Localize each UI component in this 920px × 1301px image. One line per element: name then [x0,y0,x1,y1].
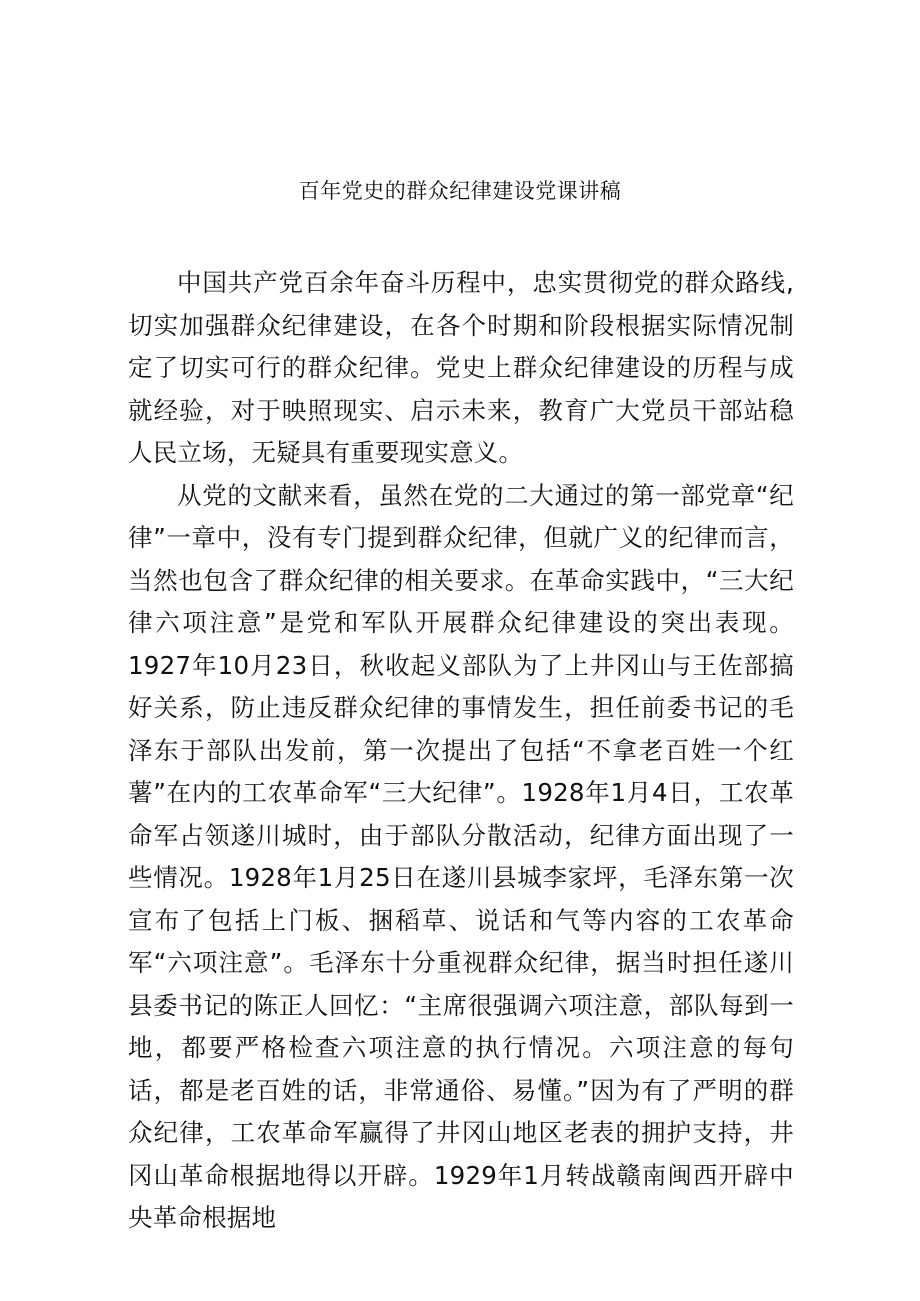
document-title: 百年党史的群众纪律建设党课讲稿 [298,179,622,203]
document-body [128,262,794,1240]
paragraph-history: 从党的文献来看，虽然在党的二大通过的第一部党章“纪律”一章中，没有专门提到群众纪律，但就广义的纪律而言，当然也包含了群众纪律的相关要求。在革命实践中，“三大纪律六项注意”是党和军队开展群众纪律建设的突出表现。1927年10月23日，秋收起义部队为了上井冈山与王佐部搞好关系，防止违反群众纪律的事情发生，担任前委书记的毛泽东于部队出发前，第一次提出了包括“不拿老百姓一个红薯”在内的工农革命军“三大纪律”。1928年1月4日，工农革命军占领遂川城时，由于部队分散活动，纪律方面出现了一些情况。1928年1月25日在遂川县城李家坪，毛泽东第一次宣布了包括上门板、捆稻草、说话和气等内容的工农革命军“六项注意”。毛泽东十分重视群众纪律，据当时担任遂川县委书记的陈正人回忆：“主席很强调六项注意，部队每到一地，都要严格检查六项注意的执行情况。六项注意的每句话，都是老百姓的话，非常通俗、易懂。”因为有了严明的群众纪律，工农革命军赢得了井冈山地区老表的拥护支持，井冈山革命根据地得以开辟。1929年1月转战赣南闽西开辟中央革命根据地 [128,480,794,1232]
paragraph-intro: 中国共产党百余年奋斗历程中，忠实贯彻党的群众路线,切实加强群众纪律建设，在各个时期和阶段根据实际情况制定了切实可行的群众纪律。党史上群众纪律建设的历程与成就经验，对于映照现实、启示未来，教育广大党员干部站稳人民立场，无疑具有重要现实意义。 [128,268,794,467]
